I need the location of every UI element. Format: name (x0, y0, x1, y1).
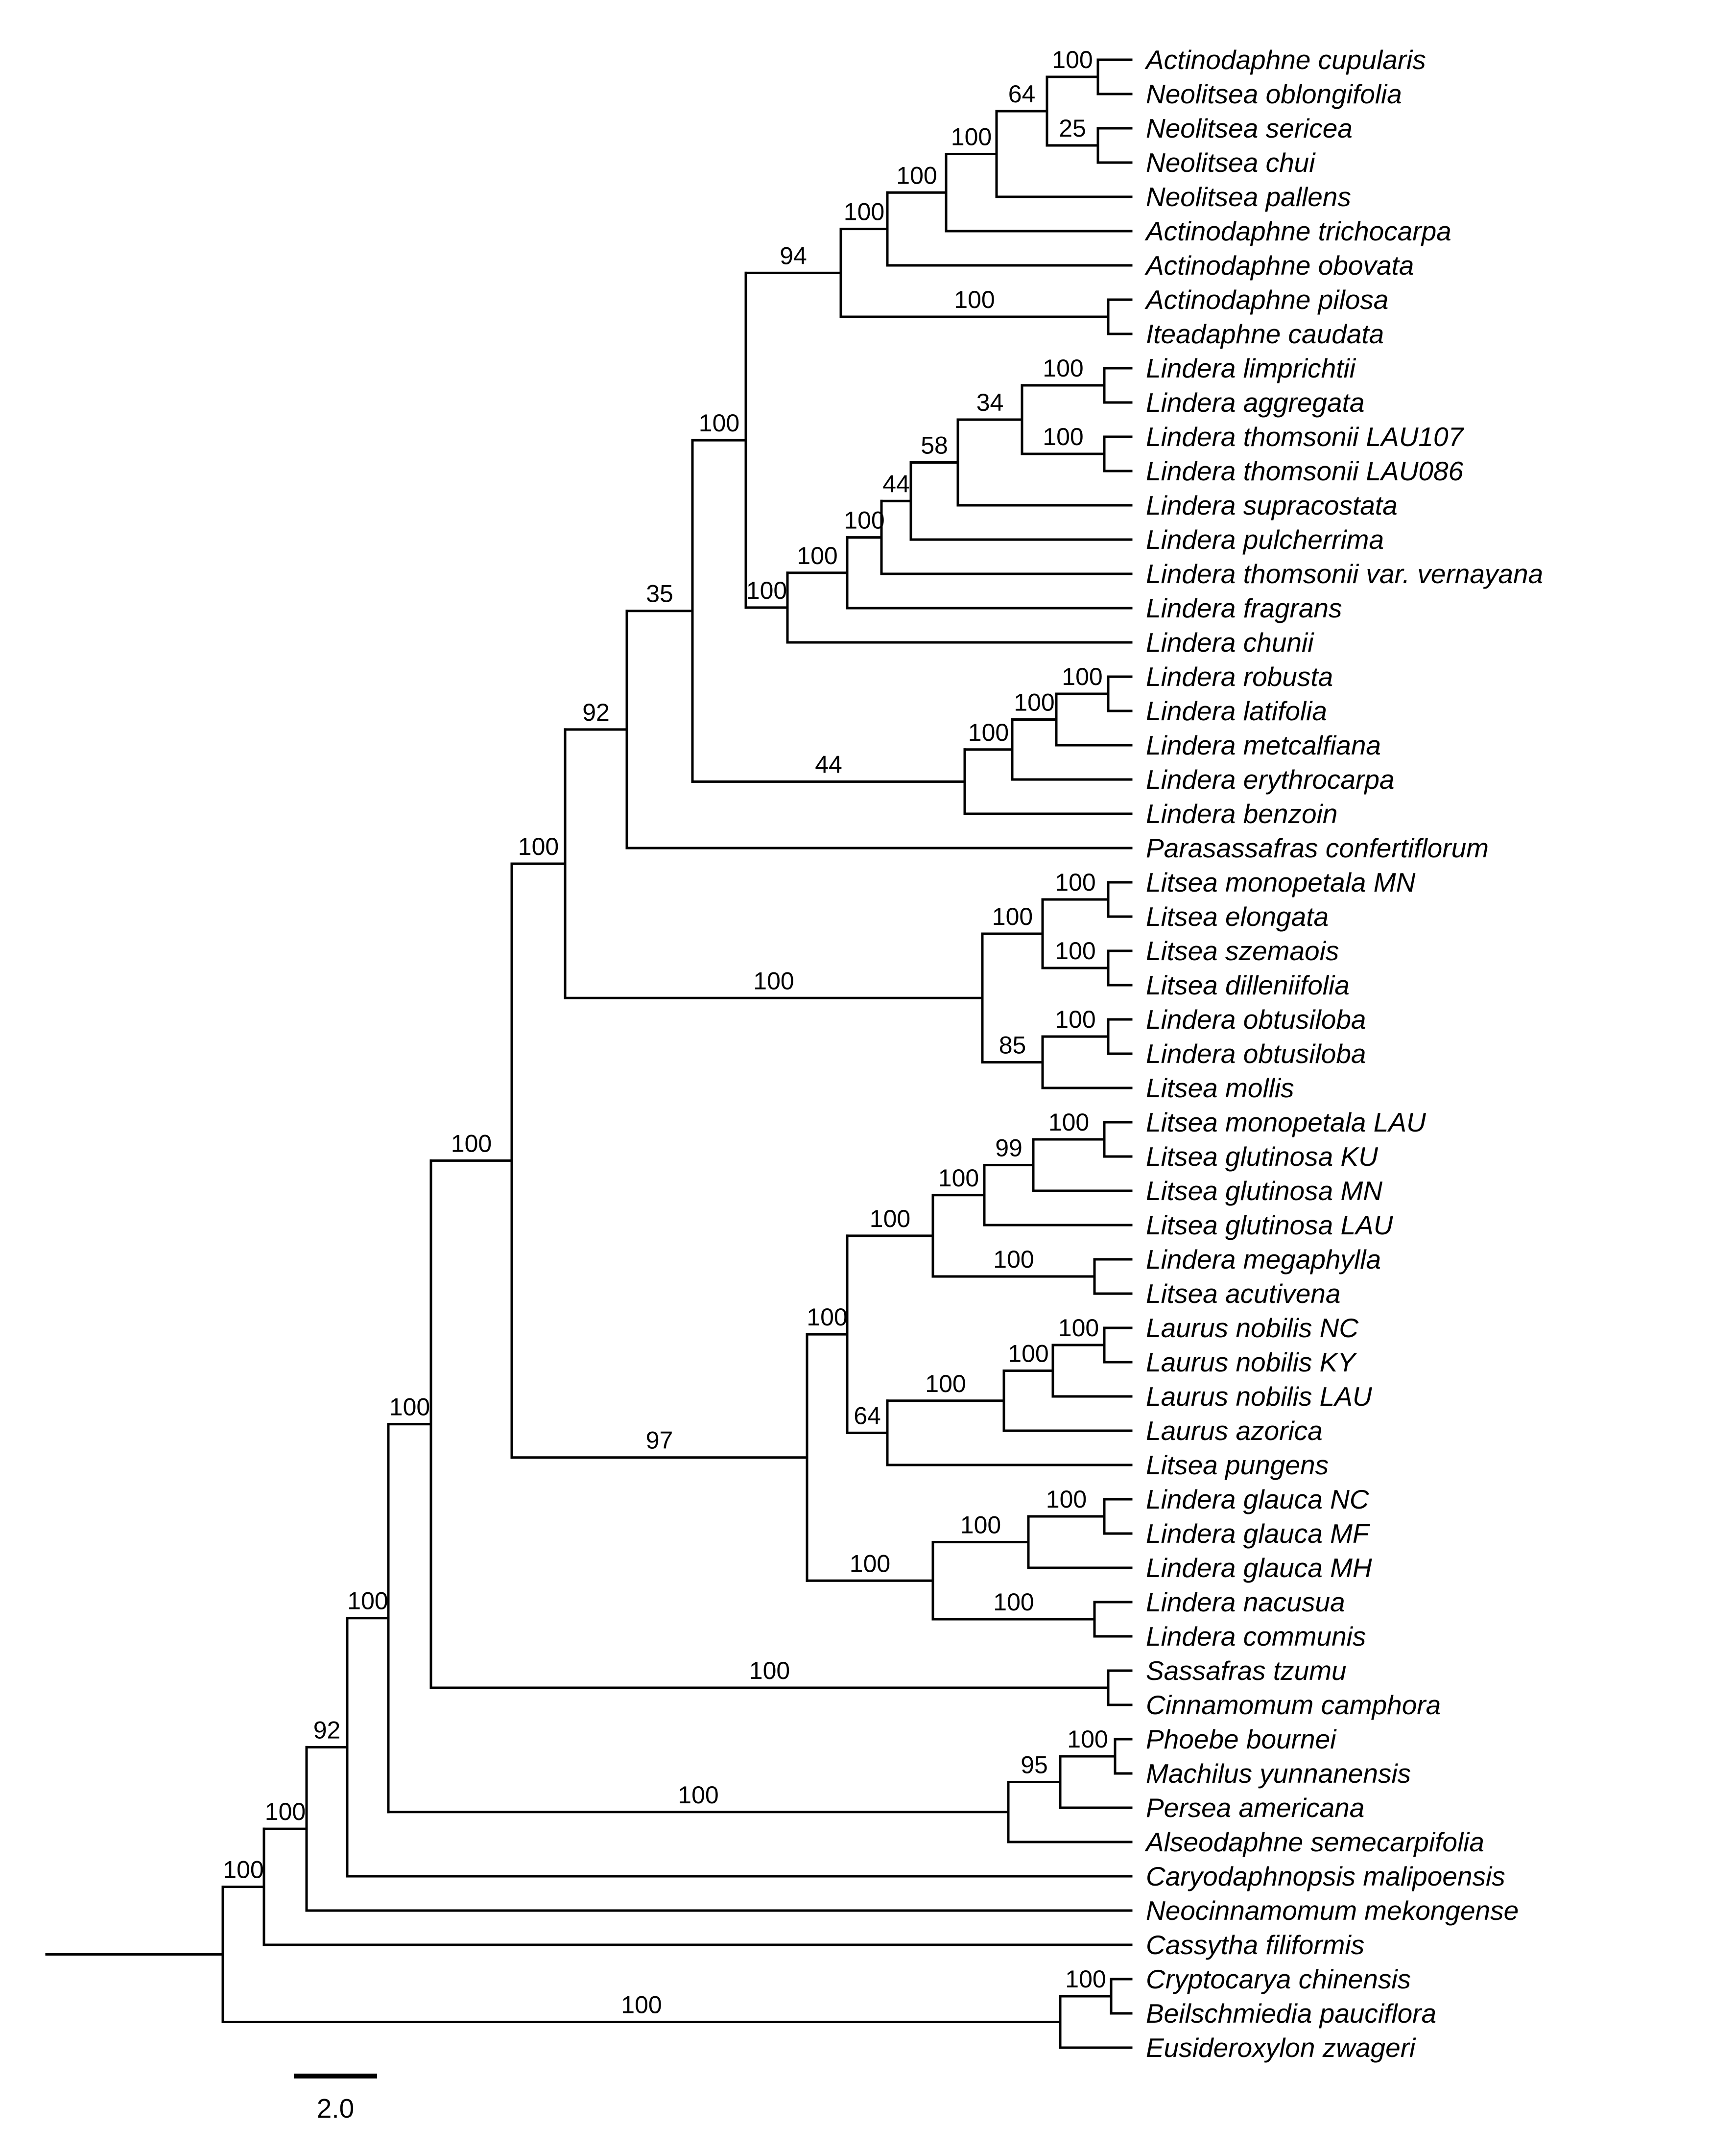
taxon-label: Actinodaphne pilosa (1146, 284, 1389, 315)
taxon-label: Lindera fragrans (1146, 593, 1342, 623)
taxon-label: Litsea elongata (1146, 901, 1329, 932)
taxon-label: Litsea acutivena (1146, 1278, 1341, 1309)
taxon-label: Lindera erythrocarpa (1146, 764, 1395, 795)
taxon-label: Eusideroxylon zwageri (1146, 2032, 1416, 2063)
support-value: 100 (869, 1204, 911, 1232)
taxon-label: Cinnamomum camphora (1146, 1690, 1441, 1720)
support-value: 100 (1058, 1314, 1099, 1342)
taxon-label: Lindera supracostata (1146, 490, 1398, 520)
taxon-label: Litsea glutinosa KU (1146, 1141, 1378, 1172)
taxon-label: Laurus nobilis NC (1146, 1313, 1359, 1343)
taxon-label: Neolitsea chui (1146, 147, 1315, 178)
support-value: 100 (843, 198, 885, 226)
taxon-label: Lindera chunii (1146, 627, 1314, 658)
taxon-label: Neolitsea pallens (1146, 182, 1351, 212)
support-value: 100 (698, 409, 740, 437)
support-value: 100 (1043, 354, 1084, 382)
support-value: 64 (854, 1402, 881, 1430)
taxon-label: Litsea monopetala MN (1146, 867, 1416, 897)
taxon-label: Sassafras tzumu (1146, 1655, 1347, 1686)
support-value: 100 (968, 718, 1009, 746)
taxon-label: Actinodaphne obovata (1146, 250, 1414, 281)
taxon-label: Lindera latifolia (1146, 696, 1327, 726)
taxon-label: Cryptocarya chinensis (1146, 1964, 1411, 1994)
support-value: 100 (1055, 1006, 1096, 1033)
support-value: 100 (992, 903, 1033, 930)
support-value: 100 (1055, 869, 1096, 896)
taxon-label: Neolitsea oblongifolia (1146, 79, 1402, 109)
taxon-label: Lindera thomsonii var. vernayana (1146, 559, 1544, 589)
support-value: 100 (938, 1164, 979, 1192)
support-value: 100 (678, 1781, 719, 1809)
support-value: 100 (993, 1588, 1034, 1616)
support-value: 58 (921, 431, 948, 459)
taxon-label: Laurus nobilis KY (1146, 1347, 1356, 1377)
taxon-label: Litsea monopetala LAU (1146, 1107, 1426, 1137)
taxon-label: Actinodaphne trichocarpa (1146, 216, 1451, 246)
taxon-label: Neocinnamomum mekongense (1146, 1895, 1519, 1926)
taxon-label: Lindera megaphylla (1146, 1244, 1381, 1275)
taxon-label: Litsea szemaois (1146, 936, 1339, 966)
support-value: 92 (313, 1716, 341, 1744)
taxon-label: Lindera nacusua (1146, 1587, 1345, 1617)
support-value: 100 (1048, 1109, 1090, 1136)
support-value: 99 (995, 1134, 1023, 1162)
scale-bar-label: 2.0 (316, 2093, 355, 2124)
taxon-label: Lindera aggregata (1146, 387, 1365, 418)
taxon-label: Caryodaphnopsis malipoensis (1146, 1861, 1505, 1891)
taxon-label: Lindera obtusiloba (1146, 1039, 1366, 1069)
support-value: 92 (582, 698, 610, 726)
taxon-label: Lindera benzoin (1146, 799, 1338, 829)
support-value: 100 (844, 506, 885, 534)
support-value: 100 (849, 1550, 891, 1578)
support-value: 100 (264, 1798, 306, 1826)
support-value: 97 (645, 1426, 673, 1454)
support-value: 100 (347, 1587, 388, 1615)
taxon-label: Alseodaphne semecarpifolia (1146, 1827, 1484, 1857)
taxon-label: Lindera thomsonii LAU107 (1146, 422, 1464, 452)
support-value: 100 (951, 123, 992, 151)
support-value: 100 (1067, 1725, 1108, 1753)
taxon-label: Lindera limprichtii (1146, 353, 1356, 383)
support-value: 100 (621, 1991, 662, 2019)
support-value: 100 (1043, 423, 1084, 450)
taxon-label: Litsea glutinosa MN (1146, 1176, 1383, 1206)
support-value: 94 (780, 242, 807, 270)
taxon-label: Litsea glutinosa LAU (1146, 1210, 1393, 1240)
support-value: 100 (960, 1511, 1001, 1539)
support-value: 100 (993, 1246, 1034, 1273)
support-value: 100 (797, 542, 838, 569)
taxon-label: Lindera glauca MH (1146, 1553, 1372, 1583)
support-value: 44 (882, 470, 910, 498)
tree-branches (47, 45, 1543, 2063)
taxon-label: Litsea mollis (1146, 1073, 1294, 1103)
taxon-label: Persea americana (1146, 1793, 1365, 1823)
support-value: 100 (954, 286, 995, 313)
taxon-label: Lindera glauca NC (1146, 1484, 1369, 1514)
support-value: 100 (1062, 663, 1103, 690)
taxon-label: Parasassafras confertiflorum (1146, 833, 1489, 863)
support-value: 44 (815, 751, 842, 779)
support-value: 100 (753, 967, 794, 995)
scale-bar (294, 2076, 377, 2124)
support-value: 100 (1014, 688, 1055, 716)
support-value: 100 (1008, 1340, 1049, 1368)
support-value: 100 (749, 1657, 790, 1684)
taxon-label: Litsea pungens (1146, 1450, 1329, 1480)
taxon-label: Beilschmiedia pauciflora (1146, 1998, 1437, 2029)
taxon-label: Phoebe bournei (1146, 1724, 1336, 1754)
support-value: 25 (1059, 115, 1086, 142)
taxon-label: Lindera metcalfiana (1146, 730, 1381, 760)
support-value: 100 (223, 1856, 264, 1884)
taxon-label: Actinodaphne cupularis (1146, 45, 1426, 75)
taxon-label: Lindera robusta (1146, 661, 1333, 692)
support-value: 100 (896, 162, 937, 189)
support-value: 100 (1052, 46, 1093, 73)
support-value: 64 (1008, 80, 1036, 108)
support-value: 95 (1021, 1751, 1048, 1779)
taxon-label: Neolitsea sericea (1146, 113, 1353, 143)
support-value: 100 (1046, 1486, 1087, 1513)
support-value: 100 (1065, 1965, 1106, 1993)
support-value: 100 (389, 1393, 430, 1421)
taxon-label: Laurus azorica (1146, 1416, 1323, 1446)
taxon-label: Lindera thomsonii LAU086 (1146, 456, 1464, 486)
support-value: 34 (976, 389, 1004, 416)
taxon-label: Cassytha filiformis (1146, 1930, 1365, 1960)
support-value: 100 (746, 576, 787, 604)
support-value: 100 (925, 1370, 966, 1397)
taxon-label: Lindera obtusiloba (1146, 1004, 1366, 1035)
taxon-label: Iteadaphne caudata (1146, 319, 1384, 349)
support-value: 100 (451, 1130, 492, 1157)
support-value: 35 (646, 580, 673, 608)
taxon-label: Laurus nobilis LAU (1146, 1381, 1372, 1412)
taxon-label: Lindera pulcherrima (1146, 524, 1384, 555)
support-value: 85 (999, 1031, 1026, 1059)
taxon-label: Lindera glauca MF (1146, 1518, 1369, 1549)
support-value: 100 (518, 833, 559, 861)
support-value: 100 (1055, 937, 1096, 965)
taxon-label: Machilus yunnanensis (1146, 1758, 1411, 1789)
taxon-label: Litsea dilleniifolia (1146, 970, 1350, 1000)
taxon-label: Lindera communis (1146, 1621, 1366, 1652)
support-value: 100 (807, 1303, 848, 1331)
